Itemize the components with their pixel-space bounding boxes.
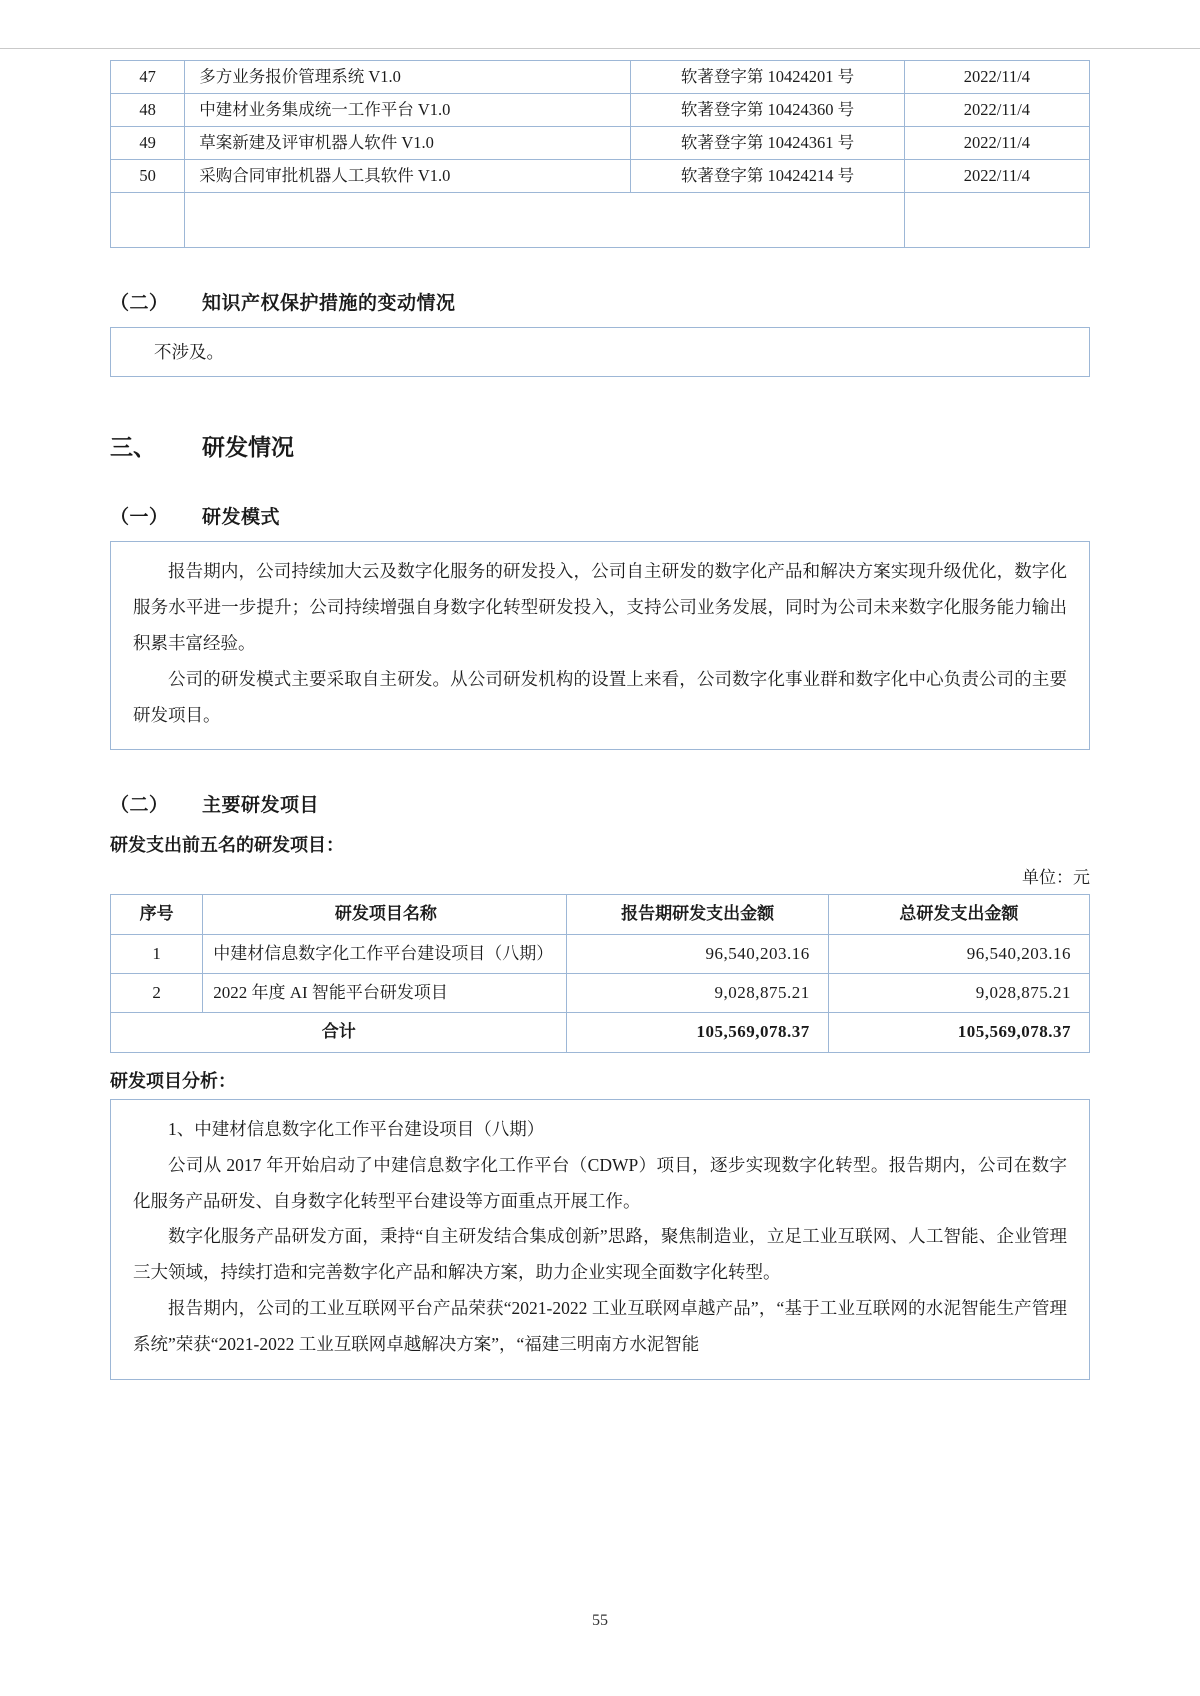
table-row — [111, 61, 1090, 94]
heading-rd-projects — [110, 790, 1090, 817]
row-name: 多方业务报价管理系统 V1.0 — [185, 61, 631, 94]
row-name: 中建材业务集成统一工作平台 V1.0 — [185, 94, 631, 127]
header-project-name: 研发项目名称 — [203, 895, 567, 934]
rd-mode-paragraph-2: 公司的研发模式主要采取自主研发。从公司研发机构的设置上来看，公司数字化事业群和数字化中心负责公司的主要研发项目。 — [133, 668, 1067, 725]
table-row — [111, 160, 1090, 193]
row-date: 2022/11/4 — [904, 61, 1089, 94]
row-project-name: 中建材信息数字化工作平台建设项目（八期） — [203, 934, 567, 973]
table-row — [111, 127, 1090, 160]
row-registration: 软著登字第 10424201 号 — [631, 61, 905, 94]
heading-rd-projects-title: 主要研发项目 — [202, 795, 320, 817]
heading-ip-number: （二） — [110, 293, 169, 314]
table-total-row — [111, 1013, 1090, 1052]
row-registration: 软著登字第 10424361 号 — [631, 127, 905, 160]
analysis-paragraph-1: 公司从 2017 年开始启动了中建信息数字化工作平台（CDWP）项目，逐步实现数字化转型。报告期内，公司在数字化服务产品研发、自身数字化转型平台建设等方面重点开展工作。 — [133, 1154, 1067, 1211]
row-period-amount: 9,028,875.21 — [567, 974, 828, 1013]
heading-rd-title: 研发情况 — [202, 435, 294, 460]
table-row — [111, 974, 1090, 1013]
row-index: 1 — [111, 934, 203, 973]
row-index: 2 — [111, 974, 203, 1013]
heading-ip-title: 知识产权保护措施的变动情况 — [202, 293, 456, 314]
row-date: 2022/11/4 — [904, 94, 1089, 127]
table-row — [111, 94, 1090, 127]
blank-cell — [185, 193, 631, 248]
total-period-amount: 105,569,078.37 — [567, 1013, 828, 1052]
rd-expenditure-table — [110, 894, 1090, 1052]
analysis-heading: 1、中建材信息数字化工作平台建设项目（八期） — [168, 1118, 545, 1139]
row-index: 50 — [111, 160, 185, 193]
row-index: 47 — [111, 61, 185, 94]
rd-analysis-label: 研发项目分析： — [110, 1070, 236, 1091]
blank-cell — [631, 193, 905, 248]
rd-mode-box — [110, 541, 1090, 750]
row-index: 48 — [111, 94, 185, 127]
row-name: 采购合同审批机器人工具软件 V1.0 — [185, 160, 631, 193]
blank-cell — [904, 193, 1089, 248]
row-total-amount: 9,028,875.21 — [828, 974, 1089, 1013]
ip-protection-text: 不涉及。 — [154, 342, 224, 362]
row-total-amount: 96,540,203.16 — [828, 934, 1089, 973]
row-period-amount: 96,540,203.16 — [567, 934, 828, 973]
row-index: 49 — [111, 127, 185, 160]
heading-rd-projects-number: （二） — [110, 795, 169, 817]
total-label: 合计 — [111, 1013, 567, 1052]
table-row-blank — [111, 193, 1090, 248]
heading-rd-section — [110, 429, 1090, 462]
heading-rd-mode-number: （一） — [110, 507, 169, 528]
row-registration: 软著登字第 10424360 号 — [631, 94, 905, 127]
row-project-name: 2022 年度 AI 智能平台研发项目 — [203, 974, 567, 1013]
header-index: 序号 — [111, 895, 203, 934]
heading-rd-mode-title: 研发模式 — [202, 507, 281, 528]
row-name: 草案新建及评审机器人软件 V1.0 — [185, 127, 631, 160]
row-registration: 软著登字第 10424214 号 — [631, 160, 905, 193]
heading-ip-protection — [110, 288, 1090, 315]
heading-rd-number: 三、 — [110, 435, 156, 460]
table-row — [111, 934, 1090, 973]
total-total-amount: 105,569,078.37 — [828, 1013, 1089, 1052]
row-date: 2022/11/4 — [904, 160, 1089, 193]
blank-cell — [111, 193, 185, 248]
software-copyright-table — [110, 60, 1090, 248]
row-date: 2022/11/4 — [904, 127, 1089, 160]
page-top-rule — [0, 48, 1200, 49]
ip-protection-box — [110, 327, 1090, 377]
page-number: 55 — [592, 1612, 608, 1629]
rd-table-unit: 单位：元 — [1022, 868, 1090, 888]
rd-analysis-box — [110, 1099, 1090, 1380]
analysis-paragraph-3: 报告期内，公司的工业互联网平台产品荣获“2021-2022 工业互联网卓越产品”，“基于工业互联网的水泥智能生产管理系统”荣获“2021-2022 工业互联网卓越解决方案”，“福建三明南方水泥智能 — [133, 1298, 1067, 1354]
analysis-paragraph-2: 数字化服务产品研发方面，秉持“自主研发结合集成创新”思路，聚焦制造业，立足工业互联网、人工智能、企业管理三大领域，持续打造和完善数字化产品和解决方案，助力企业实现全面数字化转型。 — [133, 1226, 1067, 1283]
header-total-amount: 总研发支出金额 — [828, 895, 1089, 934]
heading-rd-mode — [110, 502, 1090, 529]
rd-mode-paragraph-1: 报告期内，公司持续加大云及数字化服务的研发投入，公司自主研发的数字化产品和解决方案实现升级优化，数字化服务水平进一步提升；公司持续增强自身数字化转型研发投入，支持公司业务发展，同时为公司未来数字化服务能力输出积累丰富经验。 — [133, 561, 1067, 653]
header-period-amount: 报告期研发支出金额 — [567, 895, 828, 934]
rd-projects-subtitle: 研发支出前五名的研发项目： — [110, 835, 344, 856]
table-header-row — [111, 895, 1090, 934]
